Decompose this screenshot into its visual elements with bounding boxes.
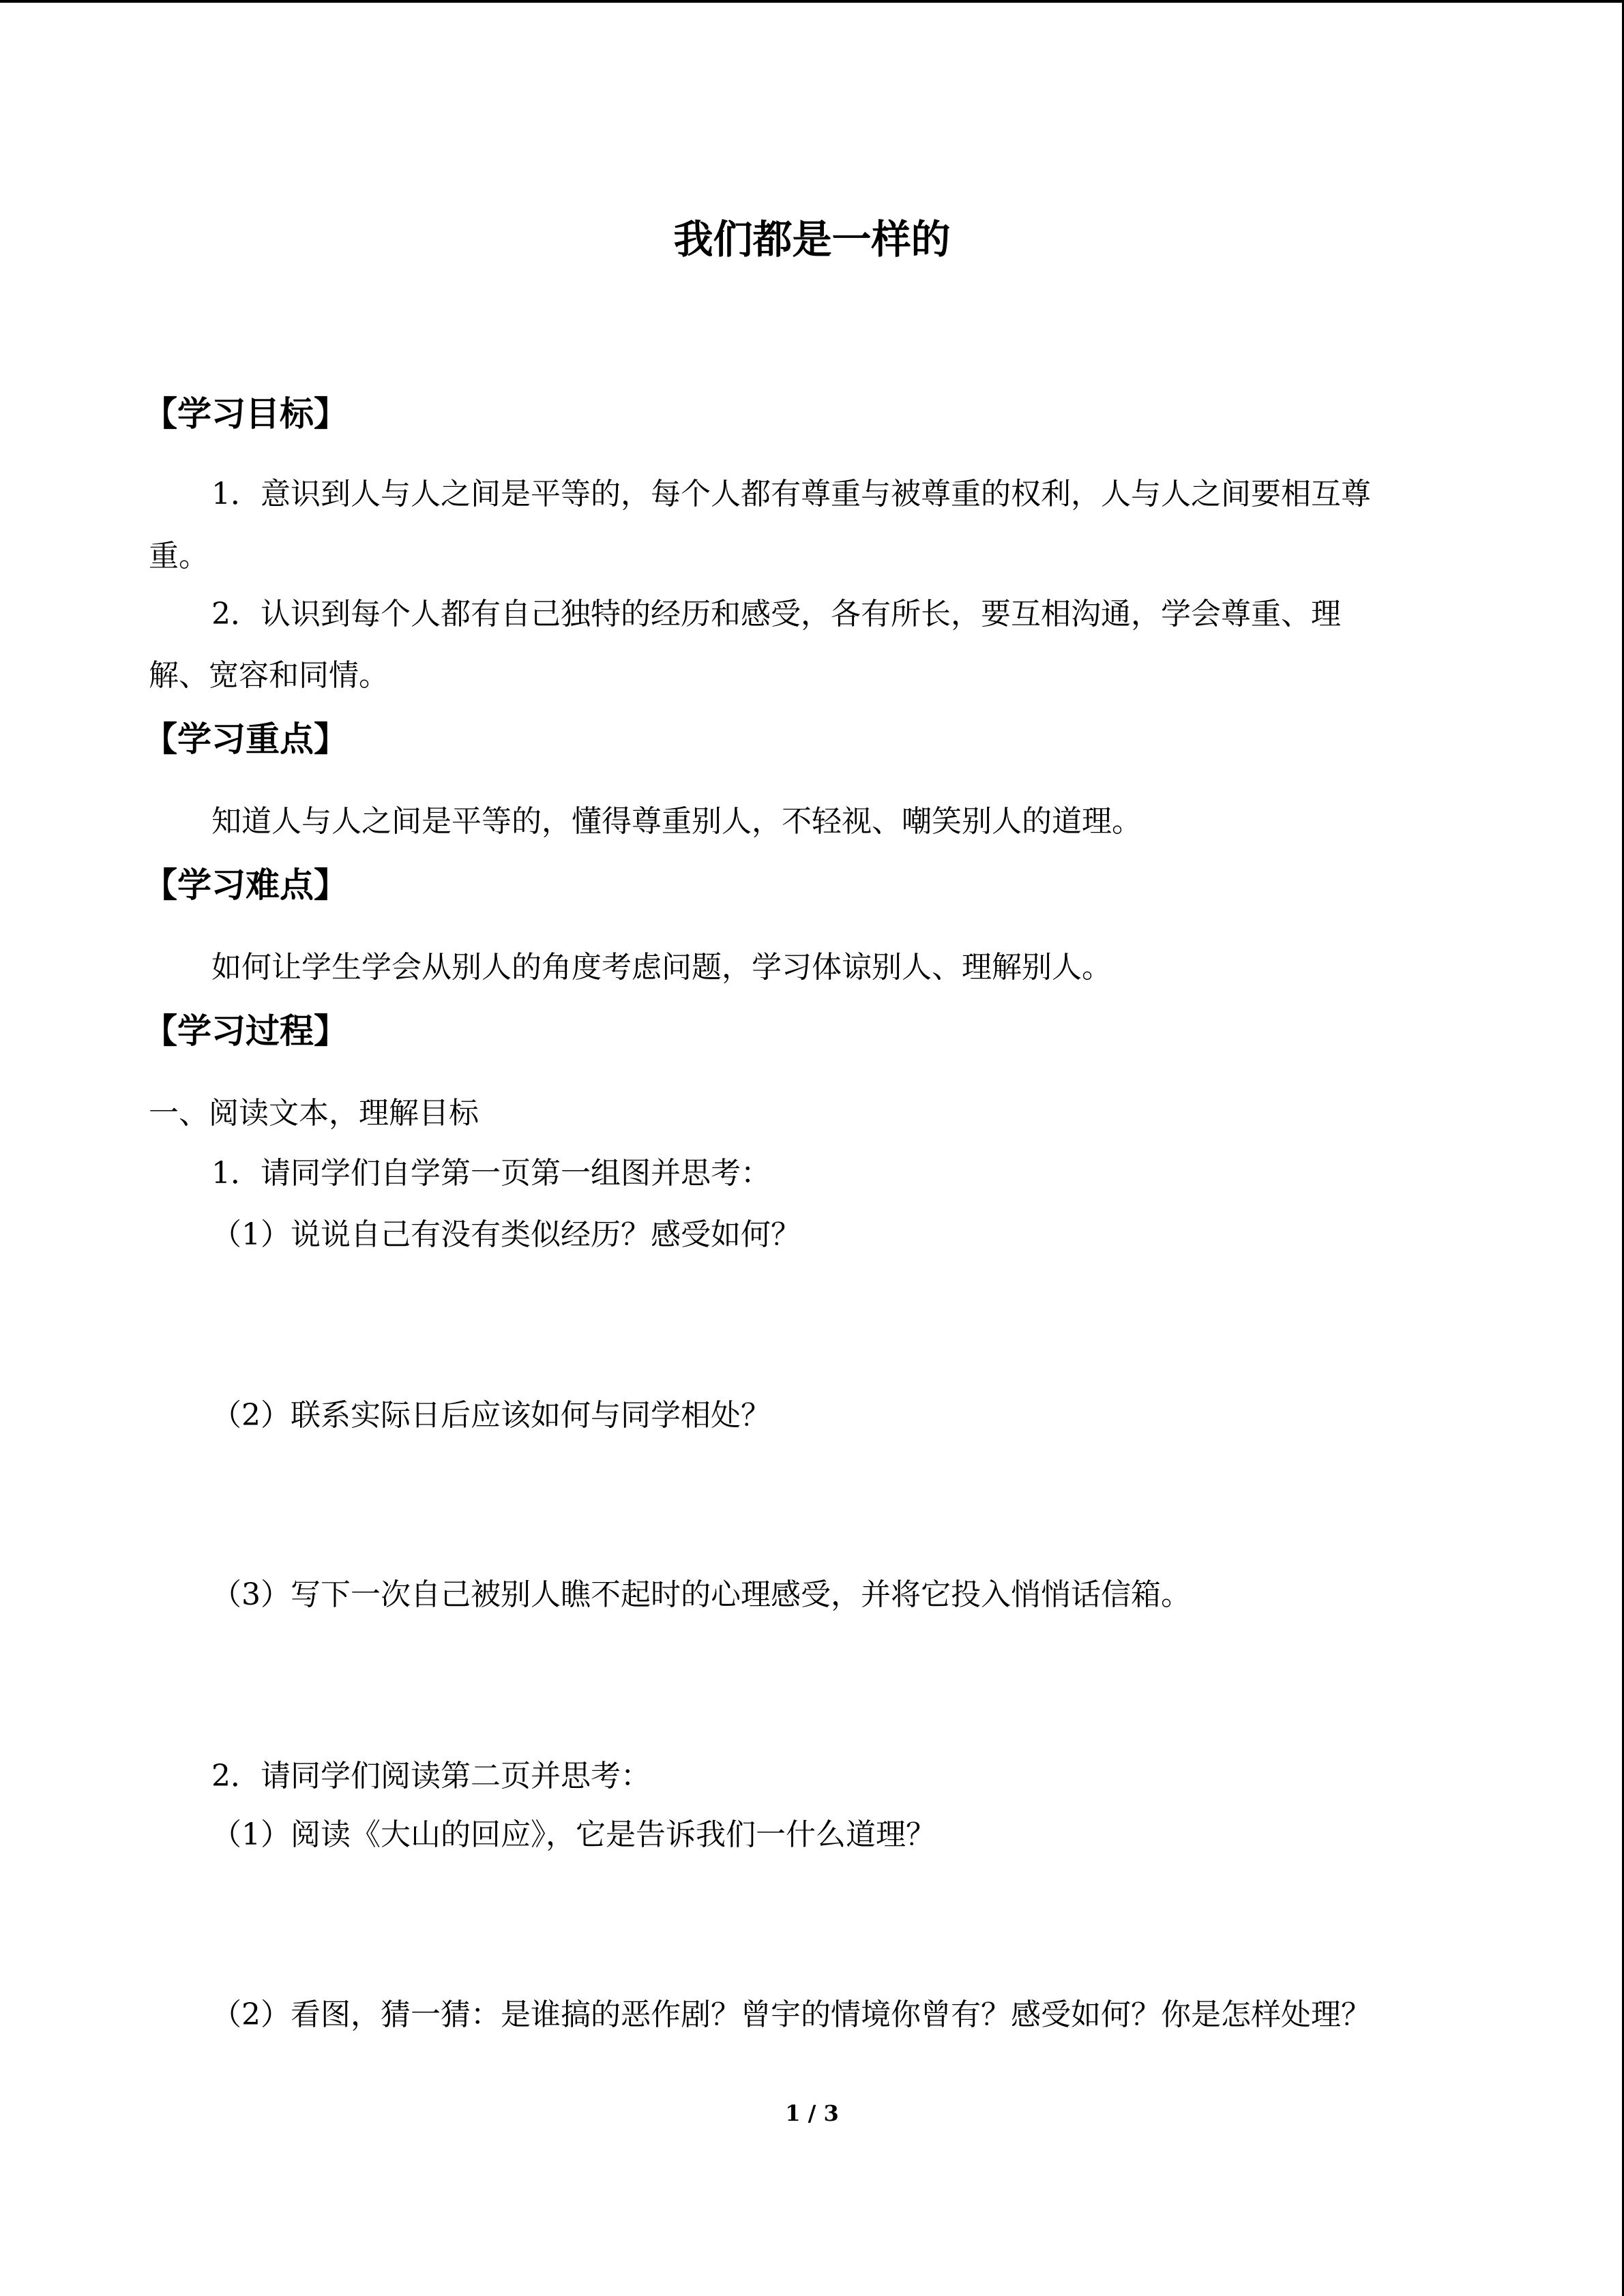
objective-2-line-2: 解、宽容和同情。 <box>149 658 389 693</box>
process-heading: 【学习过程】 <box>143 1011 348 1051</box>
question-1-3: （3）写下一次自己被别人瞧不起时的心理感受，并将它投入悄悄话信箱。 <box>211 1577 1191 1612</box>
question-2: 2．请同学们阅读第二页并思考： <box>211 1759 651 1793</box>
difficulties-text: 如何让学生学会从别人的角度考虑问题，学习体谅别人、理解别人。 <box>211 950 1112 985</box>
objective-1-line-2: 重。 <box>149 539 209 573</box>
objective-1-line-1: 1．意识到人与人之间是平等的，每个人都有尊重与被尊重的权利，人与人之间要相互尊 <box>211 477 1371 511</box>
page-title: 我们都是一样的 <box>673 216 951 263</box>
question-2-2: （2）看图，猜一猜：是谁搞的恶作剧？曾宇的情境你曾有？感受如何？你是怎样处理？ <box>211 1997 1371 2032</box>
question-1: 1．请同学们自学第一页第一组图并思考： <box>211 1156 771 1191</box>
objective-2-line-1: 2．认识到每个人都有自己独特的经历和感受，各有所长，要互相沟通，学会尊重、理 <box>211 597 1341 631</box>
key-points-heading: 【学习重点】 <box>143 719 348 759</box>
objectives-heading: 【学习目标】 <box>143 393 348 434</box>
question-2-1: （1）阅读《大山的回应》，它是告诉我们一什么道理？ <box>211 1817 936 1852</box>
key-points-text: 知道人与人之间是平等的，懂得尊重别人，不轻视、嘲笑别人的道理。 <box>211 804 1142 839</box>
difficulties-heading: 【学习难点】 <box>143 865 348 905</box>
page-number: 1 / 3 <box>785 2100 839 2126</box>
question-1-1: （1）说说自己有没有类似经历？感受如何？ <box>211 1217 801 1252</box>
page-top-border <box>0 0 1624 3</box>
process-part-1: 一、阅读文本，理解目标 <box>149 1096 479 1131</box>
question-1-2: （2）联系实际日后应该如何与同学相处？ <box>211 1398 771 1433</box>
